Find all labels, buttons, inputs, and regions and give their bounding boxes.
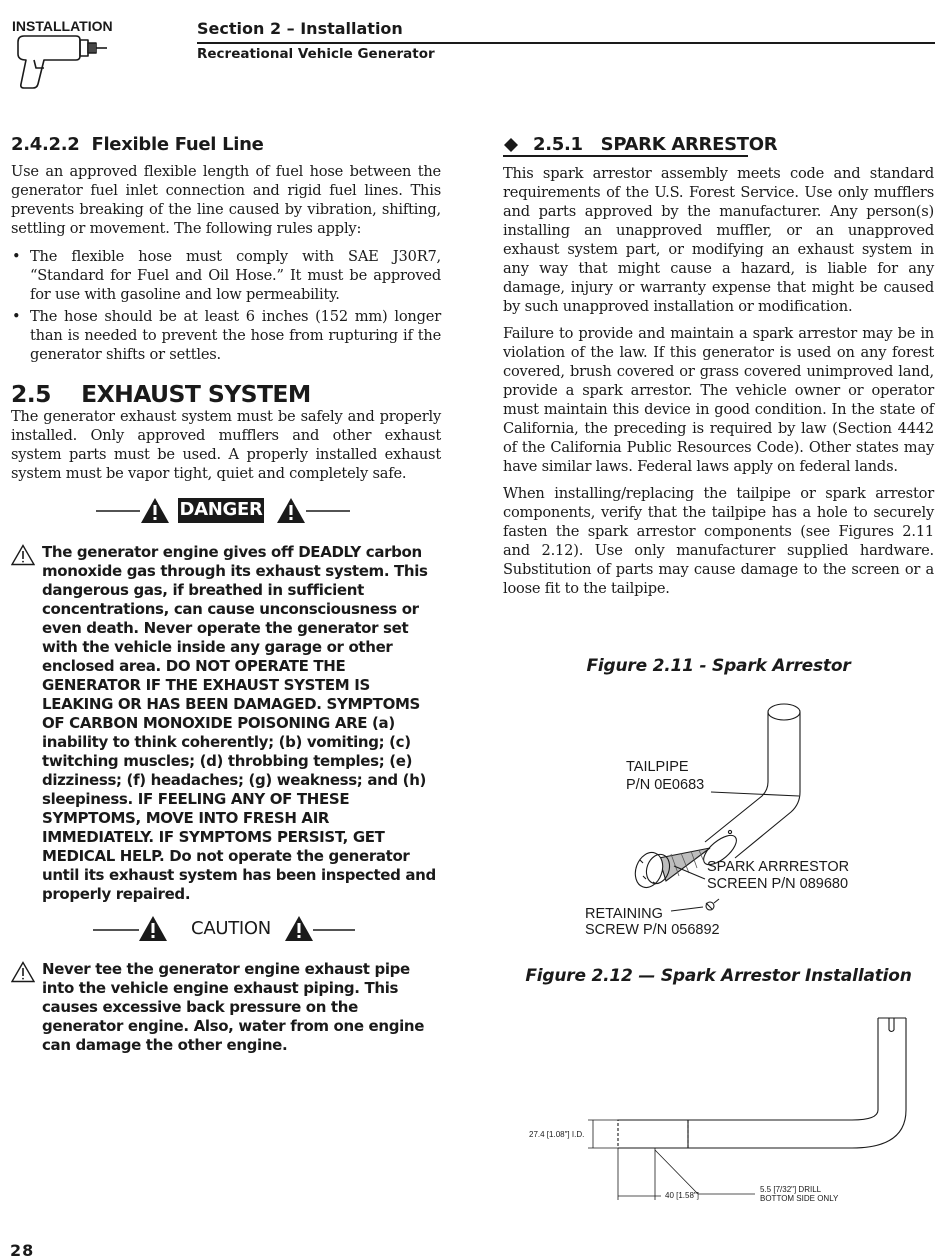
- right-column: [503, 133, 934, 598]
- exhaust-intro: The generator exhaust system must be safely and properly installed. Only approved mufflers and other exhaust system parts must be used. A properly installed exhaust system must be vapor tight, quiet and completely safe.: [11, 408, 441, 482]
- caution-text: Never tee the generator engine exhaust pipe into the vehicle engine exhaust piping. This causes excessive back pressure on the generator engine. Also, water from one engine can damage the other engine.: [42, 960, 425, 1054]
- fuel-line-heading: 2.4.2.2 Flexible Fuel Line: [11, 134, 264, 155]
- drill-icon: [14, 34, 110, 90]
- section-subtitle: Recreational Vehicle Generator: [197, 46, 435, 62]
- drill-spec-label: 5.5 [7/32"] DRILL: [760, 1185, 822, 1194]
- spark-heading-underline: [503, 155, 748, 157]
- length-dimension-label: 40 [1.58"]: [665, 1191, 699, 1200]
- tailpipe-label: TAILPIPE: [626, 759, 689, 775]
- spark-paragraph-3: When installing/replacing the tailpipe or spark arrestor components, verify that the tailpipe has a hole to securely fasten the spark arrestor components (see Figures 2.11 and 2.12). Use only manufacturer supplied hardware. Substitution of parts may cause damage to the screen or a loose fit to the tailpipe.: [503, 485, 934, 597]
- list-item: • The hose should be at least 6 inches (152 mm) longer than is needed to prevent the hose from rupturing if the generator shifts or settles.: [12, 308, 441, 363]
- section-title: Section 2 – Installation: [197, 19, 403, 38]
- warning-triangle-icon: [11, 961, 35, 983]
- caution-message: [11, 960, 441, 1055]
- screen-label: SPARK ARRRESTOR: [707, 859, 850, 875]
- installation-logo-label: INSTALLATION: [12, 18, 113, 34]
- danger-label: DANGER: [179, 499, 263, 520]
- fuel-rule-text: The flexible hose must comply with SAE J30R7, “Standard for Fuel and Oil Hose.” It must be approved for use with gasoline and low permeability.: [30, 248, 441, 303]
- spark-arrestor-diagram: [503, 690, 934, 940]
- fuel-line-intro: Use an approved flexible length of fuel hose between the generator fuel inlet connection and rigid fuel lines. This prevents breaking of the line caused by vibration, shifting, settling or movement. The following rules apply:: [11, 163, 441, 237]
- page-number: 28: [10, 1241, 35, 1260]
- exhaust-heading: 2.5 EXHAUST SYSTEM: [11, 380, 311, 408]
- danger-banner: [11, 491, 441, 525]
- list-item: • The flexible hose must comply with SAE J30R7, “Standard for Fuel and Oil Hose.” It must be approved for use with gasoline and low permeability.: [12, 248, 441, 303]
- tailpipe-part-number: P/N 0E0683: [626, 777, 705, 793]
- figure-2-12-caption: Figure 2.12 — Spark Arrestor Installation: [525, 966, 912, 986]
- left-column: [11, 133, 441, 1055]
- caution-label: CAUTION: [191, 918, 271, 939]
- fuel-line-rules: [11, 247, 441, 364]
- caution-banner: [11, 912, 441, 946]
- spark-paragraph-1: This spark arrestor assembly meets code and standard requirements of the U.S. Forest Service. Use only mufflers and parts approved by the manufacturer. Any person(s) installing an unapproved muffler, or an unapproved exhaust system part, or modifying an exhaust system in any way that might cause a hazard, is liable for any damage, injury or warranty expense that might be caused by such unapproved installation or modification.: [503, 165, 934, 315]
- spark-heading: 2.5.1 SPARK ARRESTOR: [533, 134, 778, 155]
- fuel-rule-text: The hose should be at least 6 inches (152 mm) longer than is needed to prevent the hose from rupturing if the generator shifts or settles.: [30, 308, 441, 363]
- spark-heading-row: [503, 133, 934, 157]
- danger-text: The generator engine gives off DEADLY carbon monoxide gas through its exhaust system. This dangerous gas, if breathed in sufficient concentrations, can cause unconsciousness or even death. Never operate the generator set with the vehicle inside any garage or other enclosed area. DO NOT OPERATE THE GENERATOR IF THE EXHAUST SYSTEM IS LEAKING OR HAS BEEN DAMAGED. SYMPTOMS OF CARBON MONOXIDE POISONING ARE (a) inability to think coherently; (b) vomiting; (c) twitching muscles; (d) throbbing temples; (e) dizziness; (f) headaches; (g) weakness; and (h) sleepiness. IF FEELING ANY OF THESE SYMPTOMS, MOVE INTO FRESH AIR IMMEDIATELY. IF SYMPTOMS PERSIST, GET MEDICAL HELP. Do not operate the generator until its exhaust system has been inspected and properly repaired.: [42, 543, 436, 903]
- screw-part-number: SCREW P/N 056892: [585, 922, 720, 938]
- diamond-icon: [504, 138, 518, 152]
- warning-triangle-icon: [11, 544, 35, 566]
- header-rule: [197, 42, 935, 44]
- inner-diameter-label: 27.4 [1.08"] I.D.: [529, 1130, 585, 1139]
- spark-paragraph-2: Failure to provide and maintain a spark arrestor may be in violation of the law. If this generator is used on any forest covered, brush covered or grass covered unimproved land, provide a spark arrestor. The vehicle owner or operator must maintain this device in good condition. In the state of California, the preceding is required by law (Section 4442 of the California Public Resources Code). Other states may have similar laws. Federal laws apply on federal lands.: [503, 325, 934, 475]
- screw-label: RETAINING: [585, 906, 663, 922]
- tailpipe-installation-drawing: [503, 1010, 934, 1220]
- drill-location-label: BOTTOM SIDE ONLY: [760, 1194, 839, 1203]
- screen-part-number: SCREEN P/N 089680: [707, 876, 849, 892]
- figure-2-11-caption: Figure 2.11 - Spark Arrestor: [586, 656, 851, 676]
- danger-message: [11, 543, 441, 904]
